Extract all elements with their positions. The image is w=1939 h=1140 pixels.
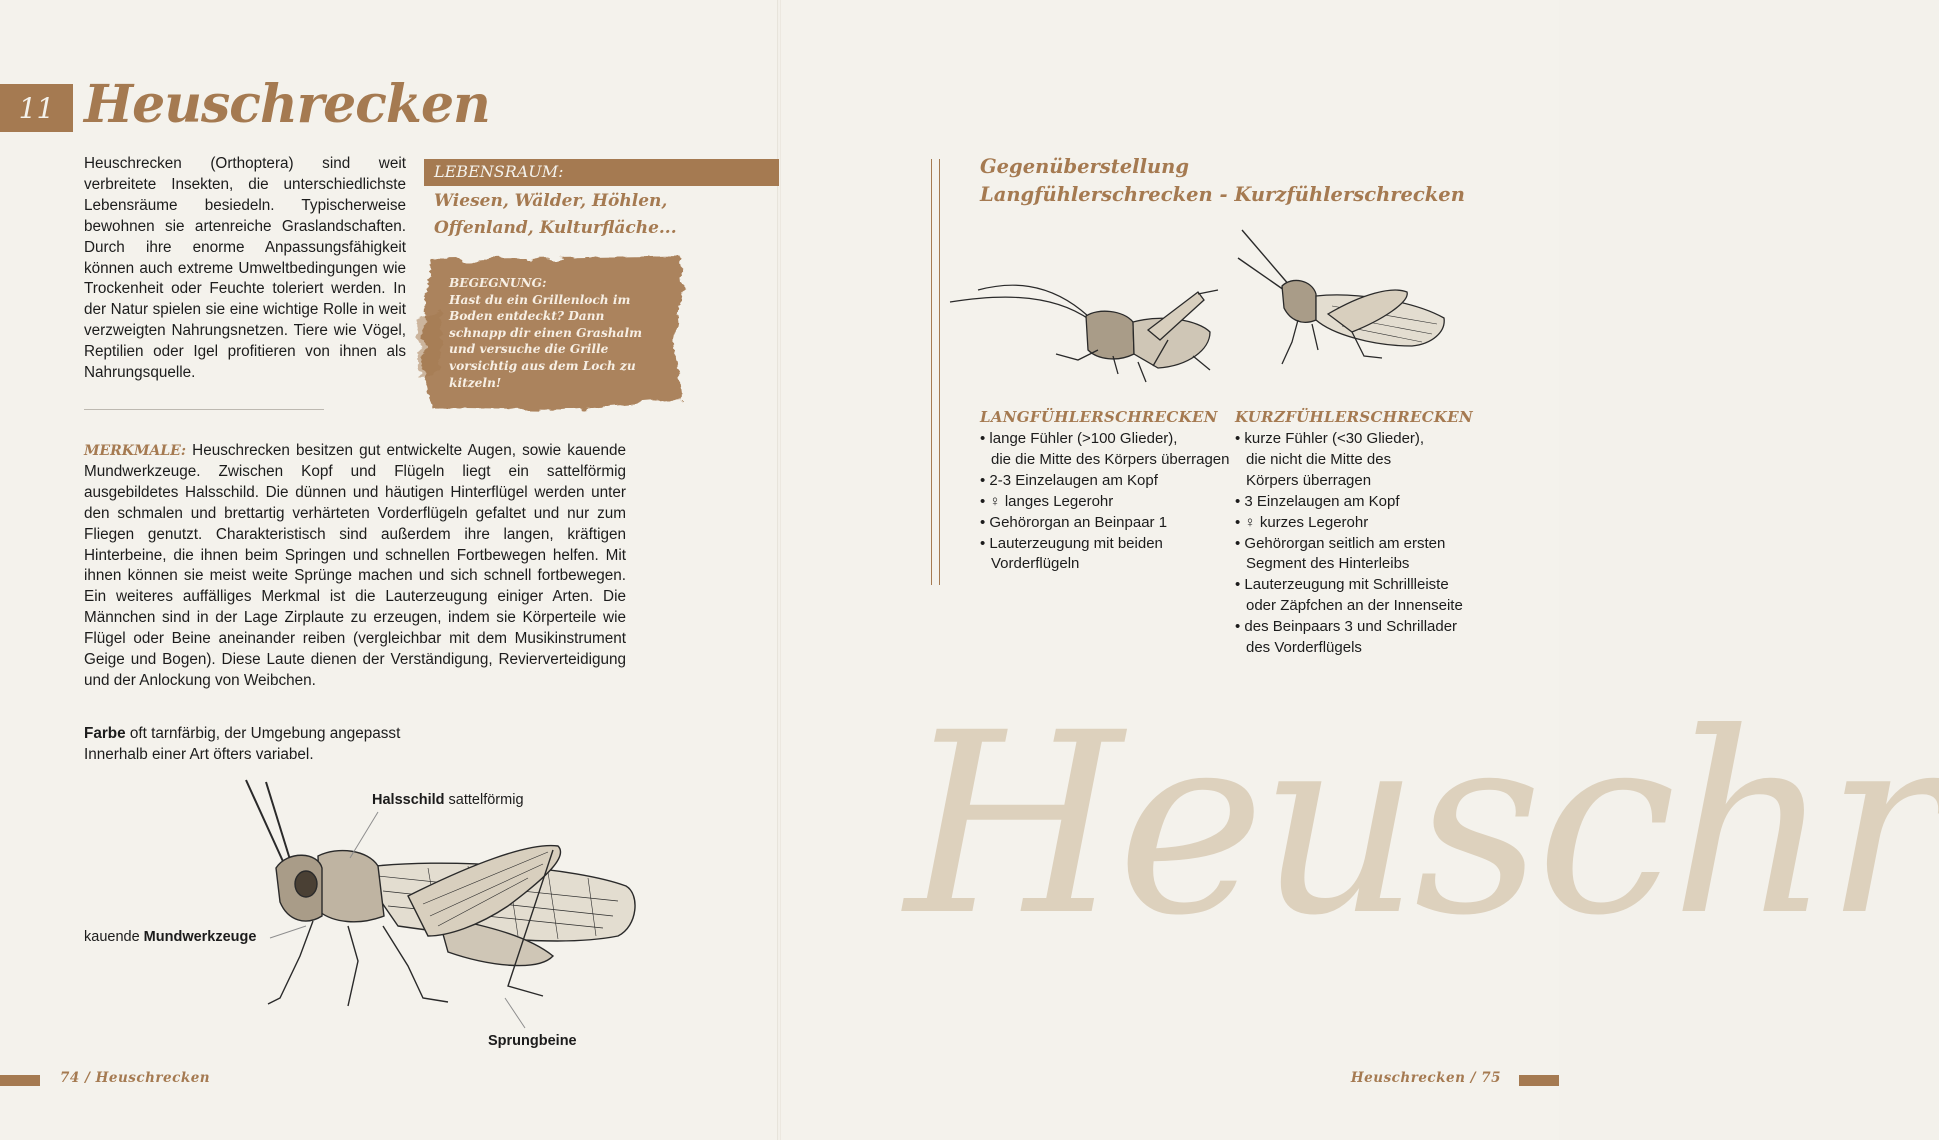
encounter-text: Hast du ein Grillenloch im Boden entdeckt? Dann schnapp dir einen Grashalm und versuche die Grille vorsichtig aus dem Loch zu kitzeln! — [449, 292, 642, 390]
comparison-title-line1: Gegenüberstellung — [980, 155, 1189, 178]
list-item: • 3 Einzelaugen am Kopf — [1235, 492, 1485, 513]
footer-bar-left — [0, 1075, 40, 1086]
label-sprungbeine: Sprungbeine — [488, 1033, 577, 1049]
features-paragraph — [84, 441, 626, 692]
list-item: • des Beinpaars 3 und Schrillader des Vorderflügels — [1235, 617, 1485, 659]
color-note-text: oft tarnfärbig, der Umgebung angepasst — [125, 725, 401, 742]
list-item: • ♀ langes Legerohr — [980, 492, 1230, 513]
short-horned-grasshopper-illustration — [1232, 228, 1452, 368]
bush-cricket-illustration — [948, 270, 1228, 390]
footer-right: Heuschrecken / 75 — [1350, 1070, 1501, 1086]
color-note — [84, 724, 484, 766]
list-item: • ♀ kurzes Legerohr — [1235, 513, 1485, 534]
list-item: • 2-3 Einzelaugen am Kopf — [980, 471, 1230, 492]
habitat-label: LEBENSRAUM: — [424, 159, 779, 186]
list-item: • Gehörorgan seitlich am ersten Segment des Hinterleibs — [1235, 534, 1485, 576]
list-kurzfuehlerschrecken — [1235, 429, 1485, 659]
label-halsschild: Halsschild sattelförmig — [372, 792, 524, 808]
grasshopper-illustration — [208, 776, 648, 1036]
heading-kurzfuehlerschrecken: KURZFÜHLERSCHRECKEN — [1235, 408, 1474, 426]
comparison-rule — [931, 159, 940, 585]
list-item: • Gehörorgan an Beinpaar 1 — [980, 513, 1230, 534]
list-item: • Lauterzeugung mit beiden Vorderflügeln — [980, 534, 1230, 576]
list-langfuehlerschrecken — [980, 429, 1230, 575]
encounter-label: BEGEGNUNG: — [449, 276, 547, 290]
footer-left: 74 / Heuschrecken — [60, 1070, 211, 1086]
list-item: • lange Fühler (>100 Glieder), die die Mitte des Körpers überragen — [980, 429, 1230, 471]
habitat-text: Wiesen, Wälder, Höhlen, Offenland, Kulturfläche... — [434, 191, 677, 238]
color-note-label: Farbe — [84, 725, 126, 742]
features-label: MERKMALE: — [84, 443, 187, 459]
color-note-line2: Innerhalb einer Art öfters variabel. — [84, 745, 314, 763]
chapter-number: 11 — [0, 84, 73, 132]
encounter-content — [449, 275, 649, 391]
comparison-title-line2: Langfühlerschrecken - Kurzfühlerschrecken — [980, 183, 1465, 206]
list-item: • Lauterzeugung mit Schrillleiste oder Zäpfchen an der Innenseite — [1235, 575, 1485, 617]
features-text: Heuschrecken besitzen gut entwickelte Augen, sowie kauende Mundwerkzeuge. Zwischen Kopf und Flügeln liegt ein sattelförmig ausgebildetes Halsschild. Die dünnen und häutigen Hinterflügel werden unter den schmalen und brettartig verhärteten Vorderflügeln gefaltet und nur zum Fliegen genutzt. Charakteristisch sind außerdem ihre langen, kräftigen Hinterbeine, die ihnen beim Springen und schnellen Fortbewegen helfen. Mit ihnen können sie meist weite Sprünge machen und sich schnell fortbewegen. Ein weiteres auffälliges Merkmal ist die Lauterzeugung einiger Arten. Die Männchen sind in der Lage Zirplaute zu erzeugen, indem sie Körperteile wie Flügel oder Beine aneinander reiben (vergleichbar mit dem Musikinstrument Geige und Bogen). Diese Laute dienen der Verständigung, Revierverteidigung und der Anlockung von Weibchen. — [84, 442, 626, 689]
list-item: • kurze Fühler (<30 Glieder), die nicht die Mitte des Körpers überragen — [1235, 429, 1485, 492]
script-watermark: Heuschr — [905, 679, 1939, 970]
footer-bar-right — [1519, 1075, 1559, 1086]
intro-paragraph: Heuschrecken (Orthoptera) sind weit verbreitete Insekten, die unterschiedlichste Lebensräume besiedeln. Typischerweise bewohnen sie artenreiche Graslandschaften. Durch ihre enorme Anpassungsfähigkeit können auch extreme Umweltbedingungen wie Trockenheit oder Feuchte toleriert werden. In der Natur spielen sie eine wichtige Rolle in weit verzweigten Nahrungsnetzen. Tiere wie Vögel, Reptilien oder Igel profitieren von ihnen als Nahrungsquelle. — [84, 155, 406, 382]
label-mundwerkzeuge: kauende Mundwerkzeuge — [84, 929, 257, 945]
comparison-title — [980, 153, 1465, 209]
chapter-title: Heuschrecken — [84, 74, 490, 135]
encounter-callout — [412, 250, 690, 416]
section-divider — [84, 409, 324, 410]
heading-langfuehlerschrecken: LANGFÜHLERSCHRECKEN — [980, 408, 1218, 426]
